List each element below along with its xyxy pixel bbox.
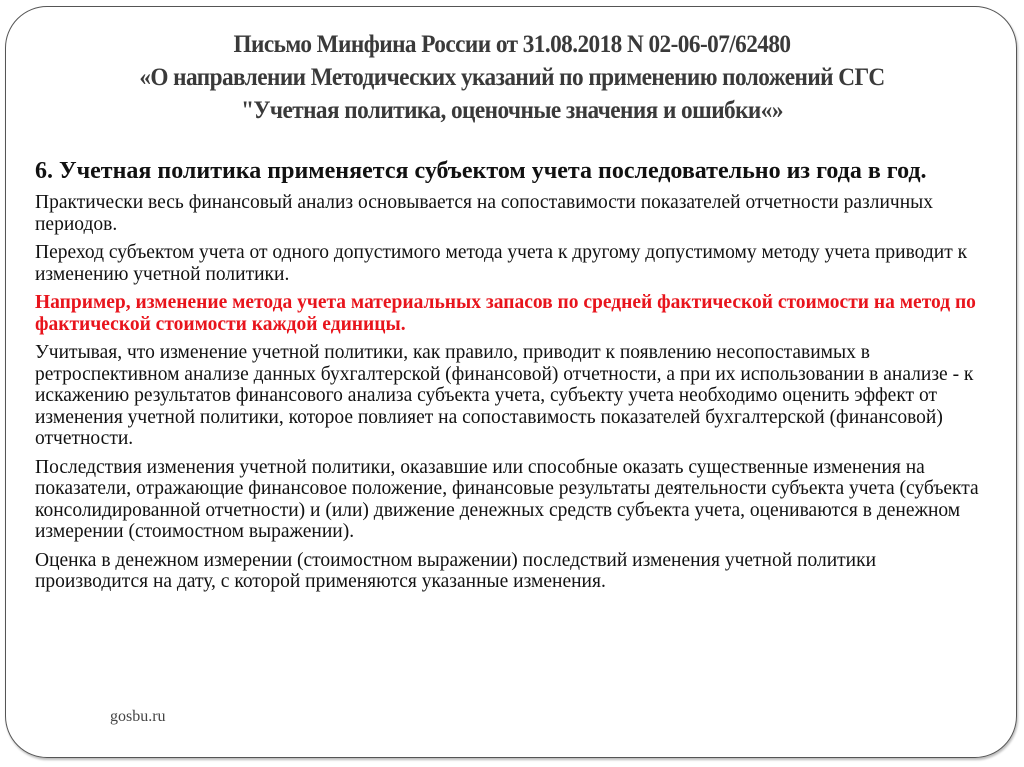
- paragraph: Учитывая, что изменение учетной политики, как правило, приводит к появлению несопоставимых в ретроспективном анализе данных бухгалтерской (финансовой) отчетности, а при их использовании в анализе - к искажению результатов финансового анализа субъекта учета, субъекту учета необходимо оценить эффект от изменения учетной политики, которое повлияет на сопоставимость показателей бухгалтерской (финансовой) отчетности.: [35, 342, 974, 449]
- slide-title: [0, 28, 1024, 127]
- source-footer: gosbu.ru: [110, 708, 166, 725]
- title-line-1: Письмо Минфина России от 31.08.2018 N 02-06-07/62480: [233, 31, 791, 58]
- paragraph: Практически весь финансовый анализ основывается на сопоставимости показателей отчетности различных периодов.: [35, 192, 933, 235]
- paragraph: Последствия изменения учетной политики, оказавшие или способные оказать существенные изменения на показатели, отражающие финансовое положение, финансовые результаты деятельности субъекта учета (субъекта консолидированной отчетности) и (или) движение денежных средств субъекта учета, оцениваются в денежном измерении (стоимостном выражении).: [35, 456, 979, 542]
- paragraph: Оценка в денежном измерении (стоимостном выражении) последствий изменения учетной политики производится на дату, с которой применяются указанные изменения.: [35, 549, 877, 592]
- section-heading: 6. Учетная политика применяется субъектом учета последовательно из года в год.: [35, 158, 927, 184]
- slide-content: [35, 158, 990, 600]
- title-line-3: "Учетная политика, оценочные значения и ошибки«»: [241, 97, 783, 124]
- title-line-2: «О направлении Методических указаний по применению положений СГС: [139, 64, 885, 91]
- paragraph: Переход субъектом учета от одного допустимого метода учета к другому допустимому методу учета приводит к изменению учетной политики.: [35, 242, 968, 285]
- example-highlight: Например, изменение метода учета материальных запасов по средней фактической стоимости на метод по фактической стоимости каждой единицы.: [35, 292, 976, 335]
